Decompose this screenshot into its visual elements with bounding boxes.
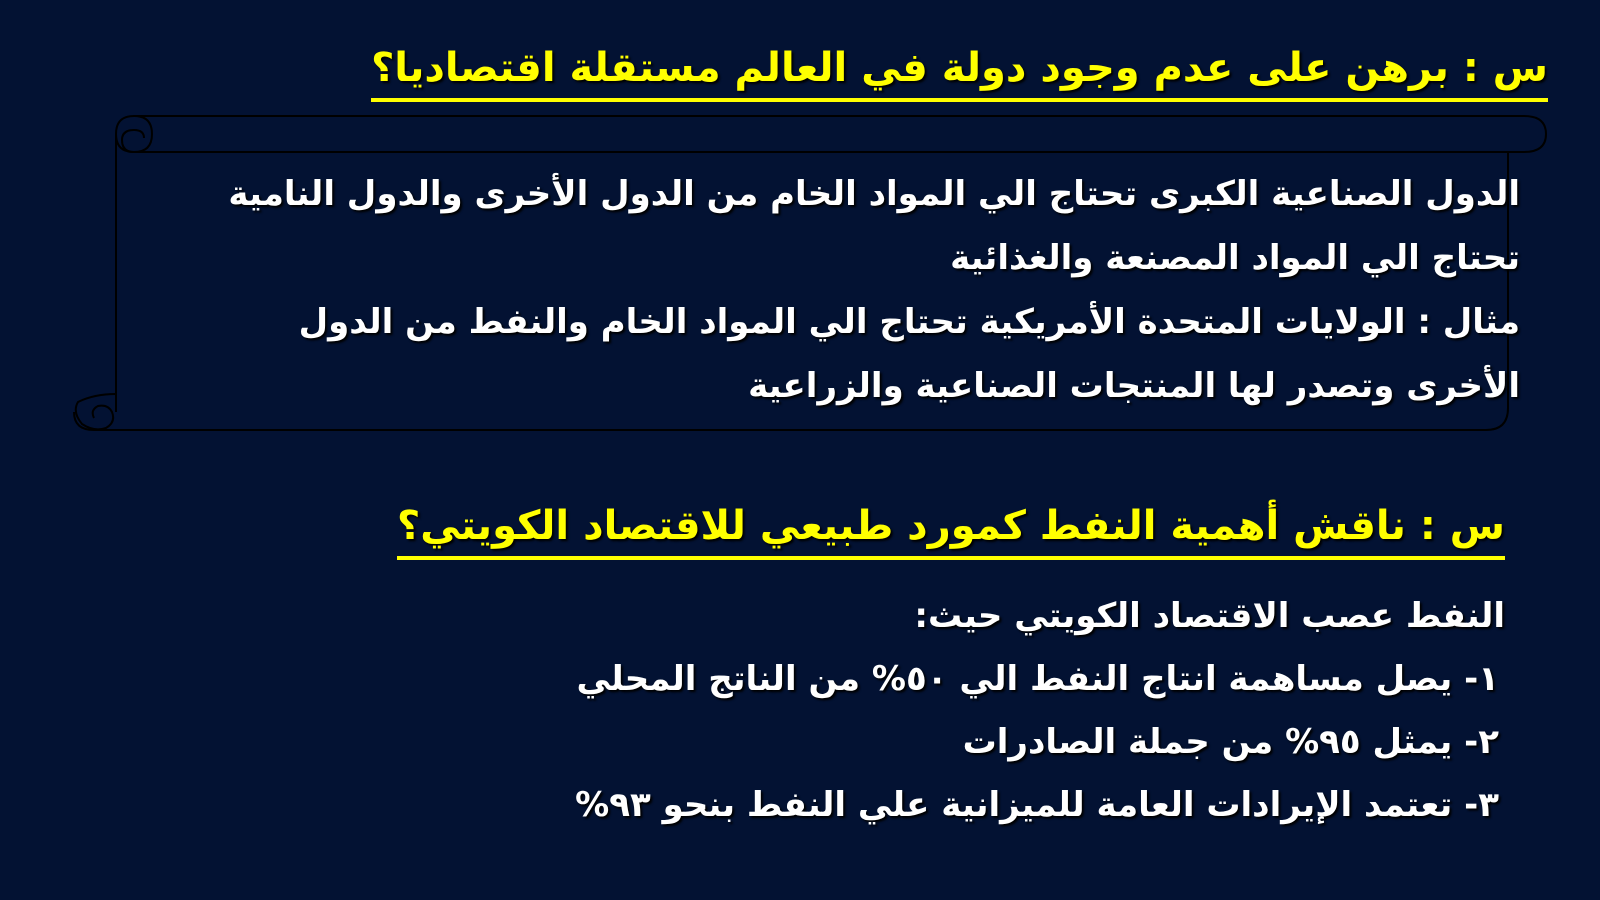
question-2-text: س : ناقش أهمية النفط كمورد طبيعي للاقتصاد الكويتي؟ <box>397 503 1505 549</box>
answer-2-list-item: ١- يصل مساهمة انتاج النفط الي ٥٠% من الناتج المحلي <box>576 659 1499 699</box>
answer-1-line: مثال : الولايات المتحدة الأمريكية تحتاج الي المواد الخام والنفط من الدول <box>298 302 1520 342</box>
scroll-top-roll <box>116 116 1546 152</box>
answer-2-text-block <box>575 585 1505 837</box>
scroll-bottom-roll <box>74 412 94 430</box>
scroll-top-curl <box>122 116 152 152</box>
scroll-bottom-curl <box>76 394 116 429</box>
answer-2-list-item: ٢- يمثل ٩٥% من جملة الصادرات <box>962 722 1499 762</box>
answer-1-line: الأخرى وتصدر لها المنتجات الصناعية والزراعية <box>748 366 1520 406</box>
answer-1-line: تحتاج الي المواد المصنعة والغذائية <box>950 238 1520 278</box>
answer-2-list-item: ٣- تعتمد الإيرادات العامة للميزانية علي النفط بنحو ٩٣% <box>575 785 1499 825</box>
answer-1-line: الدول الصناعية الكبرى تحتاج الي المواد الخام من الدول الأخرى والدول النامية <box>228 174 1520 214</box>
question-1-text: س : برهن على عدم وجود دولة في العالم مستقلة اقتصاديا؟ <box>371 45 1548 91</box>
answer-2-intro: النفط عصب الاقتصاد الكويتي حيث: <box>914 596 1505 636</box>
question-2-underline <box>397 556 1505 560</box>
question-1-heading <box>371 42 1548 94</box>
question-2-heading <box>397 500 1505 552</box>
question-1-underline <box>371 98 1548 102</box>
answer-1-text-block <box>228 162 1520 418</box>
